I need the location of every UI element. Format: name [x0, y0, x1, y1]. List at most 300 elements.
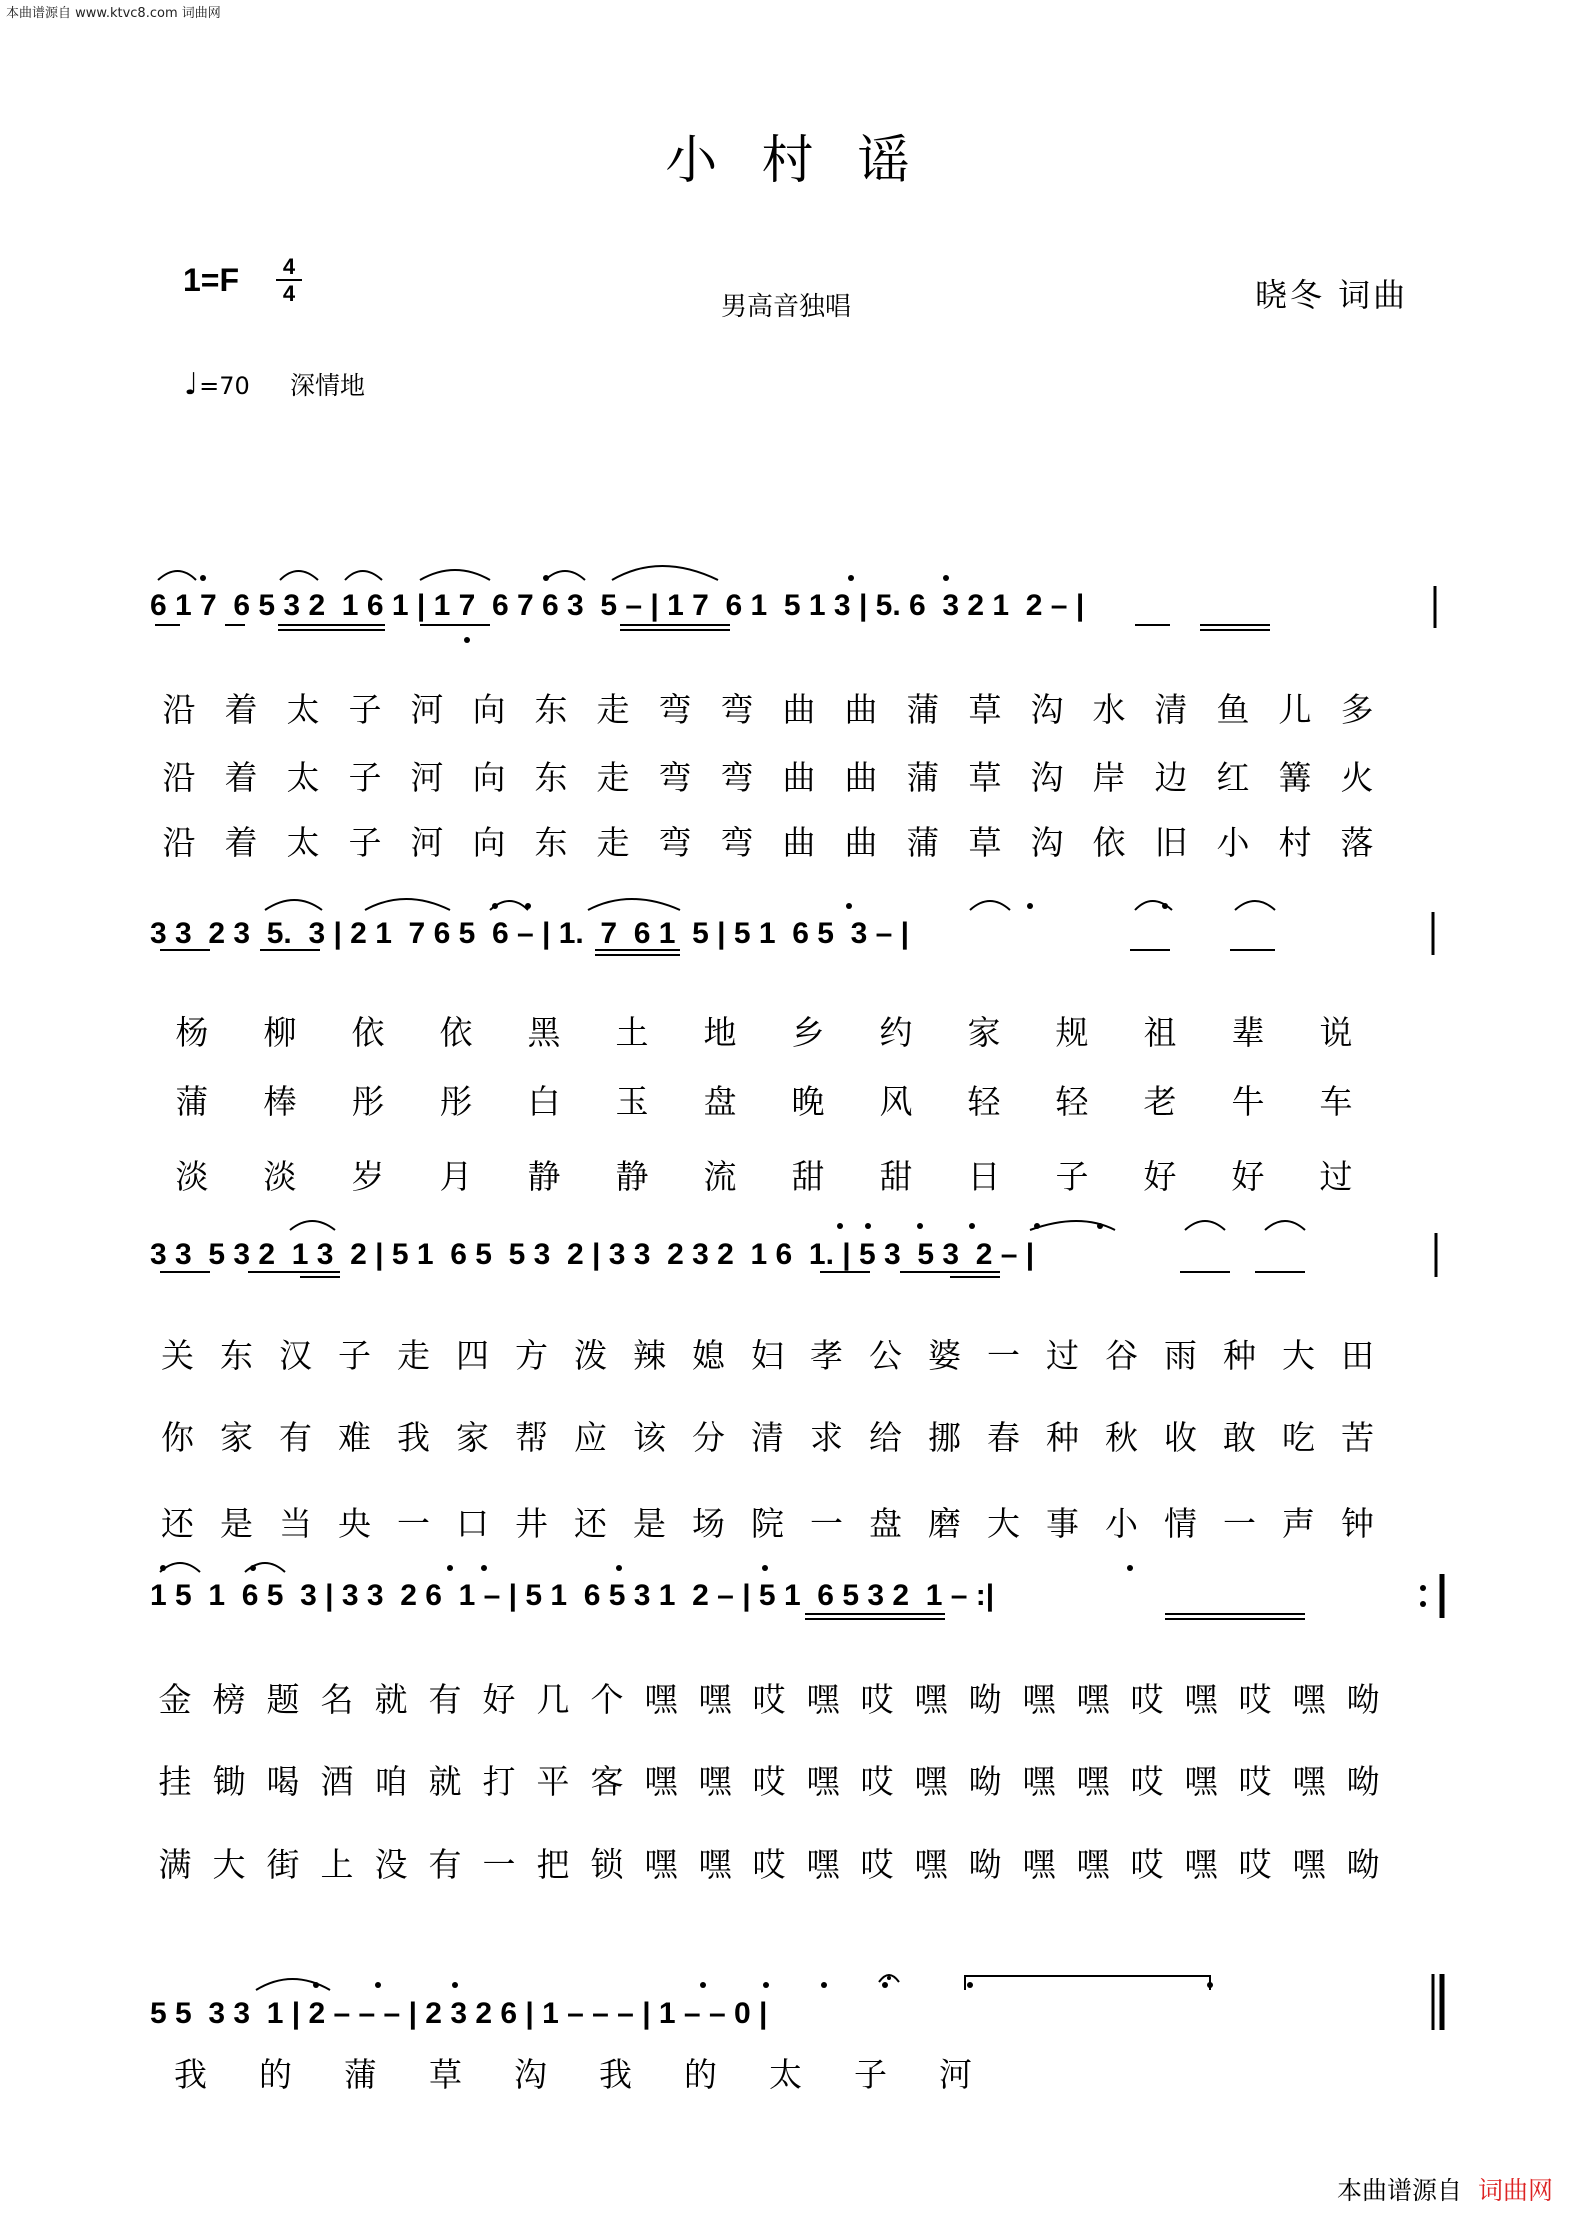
- lyric-char: 一: [1223, 1504, 1256, 1543]
- lyric-char: 我: [174, 2055, 207, 2094]
- lyric-char: 妇: [751, 1336, 784, 1375]
- lyric-char: 嘿: [1292, 1680, 1326, 1719]
- lyric-char: 篝: [1278, 758, 1312, 797]
- lyric-char: 酒: [320, 1762, 354, 1801]
- lyric-char: 应: [574, 1418, 607, 1457]
- lyric-char: 大: [212, 1845, 246, 1884]
- lyric-row-1-2: [148, 756, 1388, 800]
- lyric-char: 依: [439, 1013, 473, 1052]
- lyric-char: 甜: [791, 1157, 825, 1196]
- lyric-char: 依: [351, 1013, 385, 1052]
- lyric-char: 我: [599, 2055, 632, 2094]
- lyric-char: 蒲: [906, 823, 940, 862]
- lyric-char: 呦: [968, 1762, 1002, 1801]
- lyric-char: 规: [1055, 1013, 1089, 1052]
- lyric-char: 东: [534, 758, 568, 797]
- lyric-char: 锄: [212, 1762, 246, 1801]
- tempo-bpm: =70: [199, 372, 250, 400]
- octave-dot: [700, 1982, 706, 1988]
- quarter-note-icon: ♩: [184, 367, 199, 402]
- slur-mark: [612, 566, 718, 580]
- lyric-char: 榜: [212, 1680, 246, 1719]
- lyric-char: 红: [1216, 758, 1250, 797]
- lyric-char: 哎: [1130, 1845, 1164, 1884]
- lyric-char: 口: [456, 1504, 489, 1543]
- lyric-char: 满: [158, 1845, 192, 1884]
- lyric-char: 儿: [1278, 690, 1312, 729]
- lyric-char: 田: [1341, 1336, 1374, 1375]
- lyric-char: 嘿: [1292, 1845, 1326, 1884]
- lyric-char: 打: [482, 1762, 516, 1801]
- lyric-char: 吃: [1282, 1418, 1315, 1457]
- lyric-char: 向: [472, 758, 506, 797]
- composer-credit: 晓冬 词曲: [1255, 276, 1409, 314]
- lyric-char: 蒲: [906, 690, 940, 729]
- lyric-row-5-1: [148, 2053, 998, 2097]
- slur-mark: [420, 570, 490, 580]
- lyric-char: 蒲: [344, 2055, 377, 2094]
- lyric-char: 盘: [869, 1504, 902, 1543]
- lyric-char: 哎: [860, 1845, 894, 1884]
- slur-mark: [1185, 1221, 1225, 1230]
- octave-dot: [967, 1982, 973, 1988]
- lyric-char: 子: [348, 758, 382, 797]
- octave-dot: [313, 1982, 319, 1988]
- lyric-char: 当: [279, 1504, 312, 1543]
- lyric-row-4-1: [148, 1678, 1390, 1722]
- lyric-char: 曲: [782, 758, 816, 797]
- lyric-char: 嘿: [698, 1845, 732, 1884]
- slur-mark: [1030, 1221, 1115, 1230]
- lyric-char: 锁: [590, 1845, 624, 1884]
- lyric-char: 敢: [1223, 1418, 1256, 1457]
- lyric-char: 东: [534, 690, 568, 729]
- lyric-char: 沿: [162, 823, 196, 862]
- lyric-char: 乡: [791, 1013, 825, 1052]
- octave-dot: [917, 1223, 923, 1229]
- octave-dot: [464, 637, 470, 643]
- lyric-char: 呦: [1346, 1762, 1380, 1801]
- notation-line-3: 3 3 5 3 2 1 3 2 | 5 1 6 5 5 3 2 | 3 3 2 3 2 1 6 1. | 5 3 5 3 2 – |: [150, 1238, 1035, 1271]
- lyric-char: 蒲: [175, 1082, 209, 1121]
- lyric-char: 喝: [266, 1762, 300, 1801]
- lyric-char: 弯: [720, 690, 754, 729]
- lyric-char: 呦: [968, 1680, 1002, 1719]
- lyric-char: 种: [1046, 1418, 1079, 1457]
- lyric-char: 哎: [752, 1762, 786, 1801]
- lyric-char: 子: [348, 823, 382, 862]
- lyric-char: 嘿: [644, 1845, 678, 1884]
- lyric-char: 弯: [720, 758, 754, 797]
- lyric-char: 小: [1105, 1504, 1138, 1543]
- lyric-char: 帮: [515, 1418, 548, 1457]
- lyric-char: 火: [1340, 758, 1374, 797]
- octave-dot: [821, 1982, 827, 1988]
- lyric-char: 嘿: [1184, 1680, 1218, 1719]
- lyric-char: 走: [596, 758, 630, 797]
- slur-mark: [280, 571, 318, 580]
- lyric-char: 一: [987, 1336, 1020, 1375]
- lyric-char: 哎: [1238, 1762, 1272, 1801]
- octave-dot: [375, 1982, 381, 1988]
- octave-dot: [1097, 1223, 1103, 1229]
- lyric-char: 好: [482, 1680, 516, 1719]
- lyric-char: 把: [536, 1845, 570, 1884]
- lyric-char: 种: [1223, 1336, 1256, 1375]
- lyric-char: 家: [220, 1418, 253, 1457]
- lyric-row-4-2: [148, 1760, 1390, 1804]
- lyric-char: 给: [869, 1418, 902, 1457]
- lyric-char: 的: [259, 2055, 292, 2094]
- lyric-row-3-1: [148, 1334, 1387, 1378]
- lyric-char: 棒: [263, 1082, 297, 1121]
- lyric-char: 清: [751, 1418, 784, 1457]
- lyric-char: 曲: [782, 823, 816, 862]
- lyric-char: 水: [1092, 690, 1126, 729]
- notation-line-1: 6 1 7 6 5 3 2 1 6 1 | 1 7 6 7 6 3 5 – | 1 7 6 1 5 1 3 | 5. 6 3 2 1 2 – |: [150, 589, 1085, 622]
- lyric-char: 月: [439, 1157, 473, 1196]
- lyric-char: 秋: [1105, 1418, 1138, 1457]
- lyric-char: 是: [633, 1504, 666, 1543]
- lyric-char: 子: [854, 2055, 887, 2094]
- lyric-char: 题: [266, 1680, 300, 1719]
- lyric-char: 哎: [752, 1680, 786, 1719]
- lyric-char: 走: [397, 1336, 430, 1375]
- lyric-char: 央: [338, 1504, 371, 1543]
- lyric-char: 辈: [1231, 1013, 1265, 1052]
- lyric-char: 淡: [263, 1157, 297, 1196]
- lyric-char: 黑: [527, 1013, 561, 1052]
- lyric-char: 一: [810, 1504, 843, 1543]
- source-label: 本曲谱源自: [1336, 2176, 1462, 2205]
- performance-note: 男高音独唱: [721, 292, 852, 322]
- tempo-marking: [184, 367, 250, 402]
- lyric-char: 平: [536, 1762, 570, 1801]
- lyric-char: 关: [161, 1336, 194, 1375]
- lyric-char: 汉: [279, 1336, 312, 1375]
- lyric-char: 着: [224, 823, 258, 862]
- lyric-char: 嘿: [1076, 1680, 1110, 1719]
- lyric-row-3-3: [148, 1502, 1387, 1546]
- lyric-char: 就: [374, 1680, 408, 1719]
- lyric-row-3-2: [148, 1416, 1387, 1460]
- lyric-char: 子: [1055, 1157, 1089, 1196]
- lyric-char: 方: [515, 1336, 548, 1375]
- lyric-char: 盘: [703, 1082, 737, 1121]
- lyric-char: 河: [939, 2055, 972, 2094]
- lyric-char: 约: [879, 1013, 913, 1052]
- lyric-char: 嘿: [1076, 1845, 1110, 1884]
- lyric-char: 哎: [1238, 1845, 1272, 1884]
- lyric-char: 沟: [1030, 690, 1064, 729]
- lyric-char: 彤: [351, 1082, 385, 1121]
- time-signature-top: 4: [282, 254, 296, 279]
- lyric-char: 是: [220, 1504, 253, 1543]
- lyric-char: 四: [456, 1336, 489, 1375]
- lyric-char: 嘿: [698, 1762, 732, 1801]
- lyric-char: 春: [987, 1418, 1020, 1457]
- lyric-char: 沟: [514, 2055, 547, 2094]
- lyric-char: 客: [590, 1762, 624, 1801]
- octave-dot: [1034, 1223, 1040, 1229]
- lyric-char: 好: [1231, 1157, 1265, 1196]
- lyric-char: 风: [879, 1082, 913, 1121]
- lyric-char: 事: [1046, 1504, 1079, 1543]
- lyric-char: 日: [967, 1157, 1001, 1196]
- lyric-char: 哎: [752, 1845, 786, 1884]
- lyric-row-1-3: [148, 821, 1388, 865]
- lyric-char: 谷: [1105, 1336, 1138, 1375]
- lyric-char: 嘿: [1184, 1845, 1218, 1884]
- lyric-char: 几: [536, 1680, 570, 1719]
- source-watermark-top: 本曲谱源自 www.ktvc8.com 词曲网: [6, 6, 221, 21]
- lyric-char: 沟: [1030, 823, 1064, 862]
- lyric-char: 哎: [860, 1680, 894, 1719]
- octave-dot: [452, 1982, 458, 1988]
- lyric-char: 河: [410, 823, 444, 862]
- lyric-char: 街: [266, 1845, 300, 1884]
- lyric-row-2-3: [148, 1155, 1380, 1199]
- notation-line-4: 1 5 1 6 5 3 | 3 3 2 6 1 – | 5 1 6 5 3 1 2 – | 5 1 6 5 3 2 1 – :|: [150, 1579, 995, 1612]
- lyric-char: 走: [596, 690, 630, 729]
- lyric-char: 大: [1282, 1336, 1315, 1375]
- lyric-char: 地: [703, 1013, 737, 1052]
- lyric-char: 好: [1143, 1157, 1177, 1196]
- song-title: 小村谣: [665, 131, 954, 191]
- lyric-char: 彤: [439, 1082, 473, 1121]
- lyric-char: 河: [410, 758, 444, 797]
- lyric-char: 多: [1340, 690, 1374, 729]
- lyric-char: 哎: [1130, 1680, 1164, 1719]
- lyric-char: 晚: [791, 1082, 825, 1121]
- lyric-char: 挪: [928, 1418, 961, 1457]
- lyric-char: 草: [968, 758, 1002, 797]
- lyric-char: 院: [751, 1504, 784, 1543]
- lyric-char: 有: [428, 1845, 462, 1884]
- lyric-char: 淡: [175, 1157, 209, 1196]
- lyric-char: 柳: [263, 1013, 297, 1052]
- notation-line-5: 5 5 3 3 1 | 2 – – – | 2 3 2 6 | 1 – – – | 1 – – 0 |: [150, 1997, 768, 2030]
- lyric-char: 上: [320, 1845, 354, 1884]
- lyric-char: 孝: [810, 1336, 843, 1375]
- lyric-char: 东: [220, 1336, 253, 1375]
- lyric-char: 向: [472, 823, 506, 862]
- lyric-char: 甜: [879, 1157, 913, 1196]
- lyric-char: 沿: [162, 758, 196, 797]
- slur-mark: [545, 571, 585, 580]
- slur-mark: [1265, 1221, 1305, 1230]
- lyric-char: 磨: [928, 1504, 961, 1543]
- source-watermark-bottom: [1337, 2171, 1553, 2207]
- lyric-char: 还: [574, 1504, 607, 1543]
- lyric-char: 哎: [1238, 1680, 1272, 1719]
- lyric-char: 沟: [1030, 758, 1064, 797]
- lyric-char: 声: [1282, 1504, 1315, 1543]
- lyric-row-4-3: [148, 1843, 1390, 1887]
- lyric-char: 鱼: [1216, 690, 1250, 729]
- lyric-char: 太: [286, 690, 320, 729]
- expression-marking: 深情地: [290, 371, 366, 400]
- lyric-char: 过: [1319, 1157, 1353, 1196]
- lyric-char: 难: [338, 1418, 371, 1457]
- lyric-char: 钟: [1341, 1504, 1374, 1543]
- lyric-char: 落: [1340, 823, 1374, 862]
- lyric-char: 草: [429, 2055, 462, 2094]
- octave-dot: [865, 1223, 871, 1229]
- lyric-char: 嘿: [914, 1680, 948, 1719]
- slur-mark: [290, 1221, 335, 1230]
- lyric-char: 玉: [615, 1082, 649, 1121]
- octave-dot: [882, 1982, 888, 1988]
- lyric-char: 河: [410, 690, 444, 729]
- lyric-char: 一: [482, 1845, 516, 1884]
- lyric-char: 分: [692, 1418, 725, 1457]
- lyric-char: 静: [615, 1157, 649, 1196]
- lyric-char: 杨: [175, 1013, 209, 1052]
- lyric-char: 嘿: [1184, 1762, 1218, 1801]
- lyric-char: 有: [428, 1680, 462, 1719]
- lyric-char: 走: [596, 823, 630, 862]
- lyric-char: 媳: [692, 1336, 725, 1375]
- lyric-char: 轻: [967, 1082, 1001, 1121]
- lyric-char: 弯: [658, 823, 692, 862]
- lyric-char: 嘿: [698, 1680, 732, 1719]
- lyric-char: 子: [338, 1336, 371, 1375]
- lyric-char: 一: [397, 1504, 430, 1543]
- lyric-char: 哎: [860, 1762, 894, 1801]
- lyric-char: 草: [968, 823, 1002, 862]
- lyric-char: 有: [279, 1418, 312, 1457]
- lyric-char: 牛: [1231, 1082, 1265, 1121]
- lyric-row-2-2: [148, 1080, 1380, 1124]
- lyric-char: 太: [286, 758, 320, 797]
- lyric-char: 嘿: [644, 1680, 678, 1719]
- lyric-char: 轻: [1055, 1082, 1089, 1121]
- lyric-char: 小: [1216, 823, 1250, 862]
- lyric-char: 大: [987, 1504, 1020, 1543]
- lyric-char: 弯: [658, 690, 692, 729]
- lyric-char: 雨: [1164, 1336, 1197, 1375]
- lyric-char: 嘿: [1022, 1845, 1056, 1884]
- lyric-char: 的: [684, 2055, 717, 2094]
- lyric-char: 依: [1092, 823, 1126, 862]
- lyric-char: 太: [769, 2055, 802, 2094]
- lyric-char: 白: [527, 1082, 561, 1121]
- lyric-char: 嘿: [1022, 1680, 1056, 1719]
- lyric-char: 着: [224, 758, 258, 797]
- lyric-char: 曲: [844, 690, 878, 729]
- lyric-char: 苦: [1341, 1418, 1374, 1457]
- lyric-char: 嘿: [1022, 1762, 1056, 1801]
- notation-line-2: 3 3 2 3 5. 3 | 2 1 7 6 5 6 – | 1. 7 6 1 5 | 5 1 6 5 3 – |: [150, 917, 910, 950]
- lyric-char: 场: [692, 1504, 725, 1543]
- key-signature: 1=F: [183, 262, 240, 298]
- lyric-char: 嘿: [914, 1762, 948, 1801]
- lyric-char: 弯: [658, 758, 692, 797]
- lyric-char: 情: [1164, 1504, 1197, 1543]
- lyric-char: 求: [810, 1418, 843, 1457]
- lyric-char: 边: [1154, 758, 1188, 797]
- octave-dot: [837, 1223, 843, 1229]
- lyric-char: 嘿: [806, 1845, 840, 1884]
- lyric-char: 草: [968, 690, 1002, 729]
- lyric-char: 嘿: [914, 1845, 948, 1884]
- lyric-char: 呦: [1346, 1845, 1380, 1884]
- lyric-char: 我: [397, 1418, 430, 1457]
- fermata-icon: [879, 1975, 899, 1982]
- lyric-char: 沿: [162, 690, 196, 729]
- lyric-char: 过: [1046, 1336, 1079, 1375]
- site-name: 词曲网: [1477, 2176, 1553, 2205]
- lyric-char: 井: [515, 1504, 548, 1543]
- lyric-char: 辣: [633, 1336, 666, 1375]
- lyric-char: 家: [456, 1418, 489, 1457]
- fermata-dot: [887, 1976, 891, 1980]
- lyric-char: 向: [472, 690, 506, 729]
- lyric-char: 金: [158, 1680, 192, 1719]
- lyric-char: 收: [1164, 1418, 1197, 1457]
- lyric-char: 该: [633, 1418, 666, 1457]
- octave-dot: [763, 1982, 769, 1988]
- lyric-char: 挂: [158, 1762, 192, 1801]
- lyric-char: 清: [1154, 690, 1188, 729]
- lyric-char: 咱: [374, 1762, 408, 1801]
- lyric-char: 村: [1278, 823, 1312, 862]
- lyric-char: 车: [1319, 1082, 1353, 1121]
- slur-mark: [345, 571, 382, 580]
- octave-dot: [969, 1223, 975, 1229]
- lyric-char: 个: [590, 1680, 624, 1719]
- time-signature-bottom: 4: [282, 281, 296, 306]
- lyric-char: 蒲: [906, 758, 940, 797]
- lyric-char: 你: [161, 1418, 194, 1457]
- lyric-char: 东: [534, 823, 568, 862]
- lyric-char: 嘿: [806, 1680, 840, 1719]
- lyric-char: 静: [527, 1157, 561, 1196]
- slur-mark: [158, 571, 196, 580]
- lyric-char: 太: [286, 823, 320, 862]
- lyric-char: 嘿: [1292, 1762, 1326, 1801]
- lyric-char: 流: [703, 1157, 737, 1196]
- lyric-char: 曲: [844, 823, 878, 862]
- lyric-char: 呦: [1346, 1680, 1380, 1719]
- lyric-char: 祖: [1143, 1013, 1177, 1052]
- lyric-char: 名: [320, 1680, 354, 1719]
- lyric-char: 嘿: [1076, 1762, 1110, 1801]
- lyric-char: 呦: [968, 1845, 1002, 1884]
- lyric-char: 土: [615, 1013, 649, 1052]
- lyric-row-2-1: [148, 1011, 1380, 1055]
- octave-dot: [1207, 1982, 1213, 1988]
- lyric-char: 还: [161, 1504, 194, 1543]
- lyric-char: 没: [374, 1845, 408, 1884]
- lyric-char: 旧: [1154, 823, 1188, 862]
- lyric-char: 曲: [844, 758, 878, 797]
- lyric-char: 哎: [1130, 1762, 1164, 1801]
- lyric-char: 泼: [574, 1336, 607, 1375]
- lyric-char: 婆: [928, 1336, 961, 1375]
- lyric-char: 嘿: [806, 1762, 840, 1801]
- lyric-row-1-1: [148, 688, 1388, 732]
- lyric-char: 岸: [1092, 758, 1126, 797]
- lyric-char: 就: [428, 1762, 462, 1801]
- lyric-char: 说: [1319, 1013, 1353, 1052]
- tie-mark: [965, 1976, 1210, 1990]
- lyric-char: 嘿: [644, 1762, 678, 1801]
- lyric-char: 曲: [782, 690, 816, 729]
- lyric-char: 子: [348, 690, 382, 729]
- lyric-char: 弯: [720, 823, 754, 862]
